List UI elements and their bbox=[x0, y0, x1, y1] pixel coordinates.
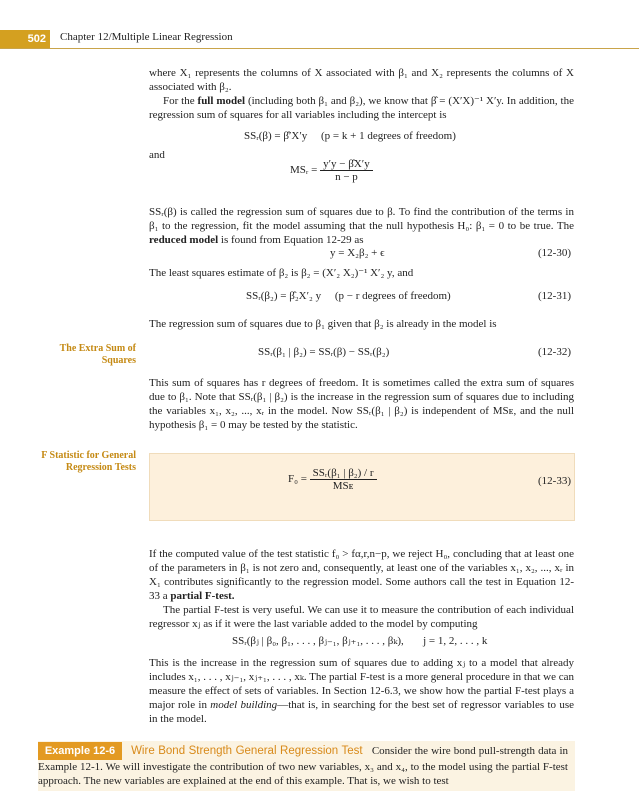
partial-ss-range: j = 1, 2, . . . , k bbox=[423, 635, 488, 647]
equation-12-32: SSᵣ(β₁ | β₂) = SSᵣ(β) − SSᵣ(β₂) bbox=[258, 346, 390, 358]
intro-block bbox=[149, 66, 574, 122]
full-model-pre: For the bbox=[163, 95, 195, 107]
para4-text: If the computed value of the test statistic f₀ > fα,r,n−p, we reject H₀, concluding that at least one of the parameters in β₁ is not zero and, consequently, at least one of the variables x₁, x₂, ..., xᵣ in X₁ contributes significantly to the regression model. Some authors call the test in Equation 12-33 a bbox=[149, 548, 574, 602]
full-model-term: full model bbox=[197, 95, 246, 107]
ssr-equation bbox=[244, 130, 456, 142]
page-number: 502 bbox=[0, 30, 50, 48]
chapter-title: Chapter 12/Multiple Linear Regression bbox=[60, 31, 233, 43]
f0-numerator: SSᵣ(β₁ | β₂) / r bbox=[310, 467, 377, 480]
equation-number-12-30: (12-30) bbox=[538, 247, 571, 259]
example-title: Wire Bond Strength General Regression Test bbox=[131, 745, 363, 757]
given-text: The regression sum of squares due to β₁ given that β₂ is already in the model is bbox=[149, 318, 497, 330]
partial-ss-expression: SSᵣ(βⱼ | β₀, β₁, . . . , βⱼ₋₁, βⱼ₊₁, . . . , βₖ), bbox=[232, 635, 404, 647]
example-block bbox=[38, 742, 568, 788]
eq1231-expression: SSᵣ(β₂) = β̂₂X′₂ y bbox=[246, 290, 322, 302]
header-divider bbox=[0, 48, 639, 49]
and-text: and bbox=[149, 149, 165, 161]
msr-numerator: y′y − β̂X′y bbox=[320, 158, 373, 171]
partial-ss-equation bbox=[232, 634, 487, 647]
para2-pre: SSᵣ(β) is called the regression sum of squares due to β. To find the contribution of the terms in β₁ to the regression, fit the model assuming that the null hypothesis H₀: β₁ = 0 to be true. The bbox=[149, 206, 574, 232]
reduced-model-paragraph bbox=[149, 205, 574, 247]
msr-denominator: n − p bbox=[335, 171, 358, 183]
msr-lhs: MSᵣ = bbox=[290, 164, 318, 177]
f0-lhs: F₀ = bbox=[288, 473, 307, 486]
partial-f-paragraph bbox=[149, 547, 574, 603]
para6-pre: This is the increase in the regression sum of squares due to adding xⱼ to a model that already includes x₁, . . . , xⱼ₋₁, xⱼ₊₁, . . . , xₖ. The partial F-test is a more general procedure in that we can measure the effect of sets of variables. In Section 12-6.3, we show how the partial F-test plays a major role in bbox=[149, 657, 574, 711]
margin-note-f-statistic: F Statistic for General Regression Tests bbox=[41, 450, 136, 473]
eq1231-dof: (p − r degrees of freedom) bbox=[334, 290, 451, 302]
extra-sum-paragraph: This sum of squares has r degrees of freedom. It is sometimes called the extra sum of squares due to β₁. Note that SSᵣ(β₁ | β₂) is the increase in the regression sum of squares due to including the variables x₁, x₂, ..., xᵣ in the model. Now SSᵣ(β₁ | β₂) is independent of MSᴇ, and the null hypothesis β₁ = 0 may be tested by the statistic. bbox=[149, 377, 574, 431]
msr-equation bbox=[290, 158, 373, 183]
para2-post: is found from Equation 12-29 as bbox=[220, 234, 364, 246]
equation-12-33 bbox=[288, 467, 377, 492]
full-model-paragraph bbox=[149, 94, 574, 122]
lse-text: The least squares estimate of β₂ is β₂ = (X′₂ X₂)⁻¹ X′₂ y, and bbox=[149, 267, 414, 279]
model-building-term: model building bbox=[210, 699, 278, 711]
para6-post: —that is, in searching for the best set of regressor variables to use in the model. bbox=[149, 699, 574, 725]
partial-f-term: partial F-test. bbox=[170, 590, 235, 602]
margin-note-extra-sum: The Extra Sum of Squares bbox=[59, 343, 136, 366]
f0-denominator: MSᴇ bbox=[332, 480, 354, 492]
equation-number-12-33: (12-33) bbox=[538, 475, 571, 487]
reduced-model-term: reduced model bbox=[149, 234, 219, 246]
example-label: Example 12-6 bbox=[38, 742, 122, 760]
intro-line: where X₁ represents the columns of X associated with β₁ and X₂ represents the columns of X associated with β₂. bbox=[149, 67, 574, 93]
equation-number-12-32: (12-32) bbox=[538, 346, 571, 358]
example-text: Consider the wire bond pull-strength data in Example 12-1. We will investigate the contribution of two new variables, x₃ and x₄, to the model using the partial F-test approach. The new variables are explained at the end of this example. That is, we wish to test bbox=[38, 745, 569, 787]
partial-f-usage-paragraph: The partial F-test is very useful. We can use it to measure the contribution of each individual regressor xⱼ as if it were the last variable added to the model by computing bbox=[149, 604, 574, 630]
msr-fraction bbox=[320, 158, 373, 183]
f0-fraction bbox=[310, 467, 377, 492]
ssr-dof: (p = k + 1 degrees of freedom) bbox=[321, 130, 456, 142]
equation-12-31 bbox=[246, 290, 451, 302]
equation-12-30: y = X₂β₂ + ϵ bbox=[330, 247, 385, 259]
ssr-expression: SSᵣ(β) = β̂′X′y bbox=[244, 130, 308, 142]
equation-number-12-31: (12-31) bbox=[538, 290, 571, 302]
model-building-paragraph bbox=[149, 656, 574, 726]
full-model-post: (including both β₁ and β₂), we know that β̂ = (X′X)⁻¹ X′y. In addition, the regression sum of squares for all variables including the intercept is bbox=[149, 95, 575, 121]
